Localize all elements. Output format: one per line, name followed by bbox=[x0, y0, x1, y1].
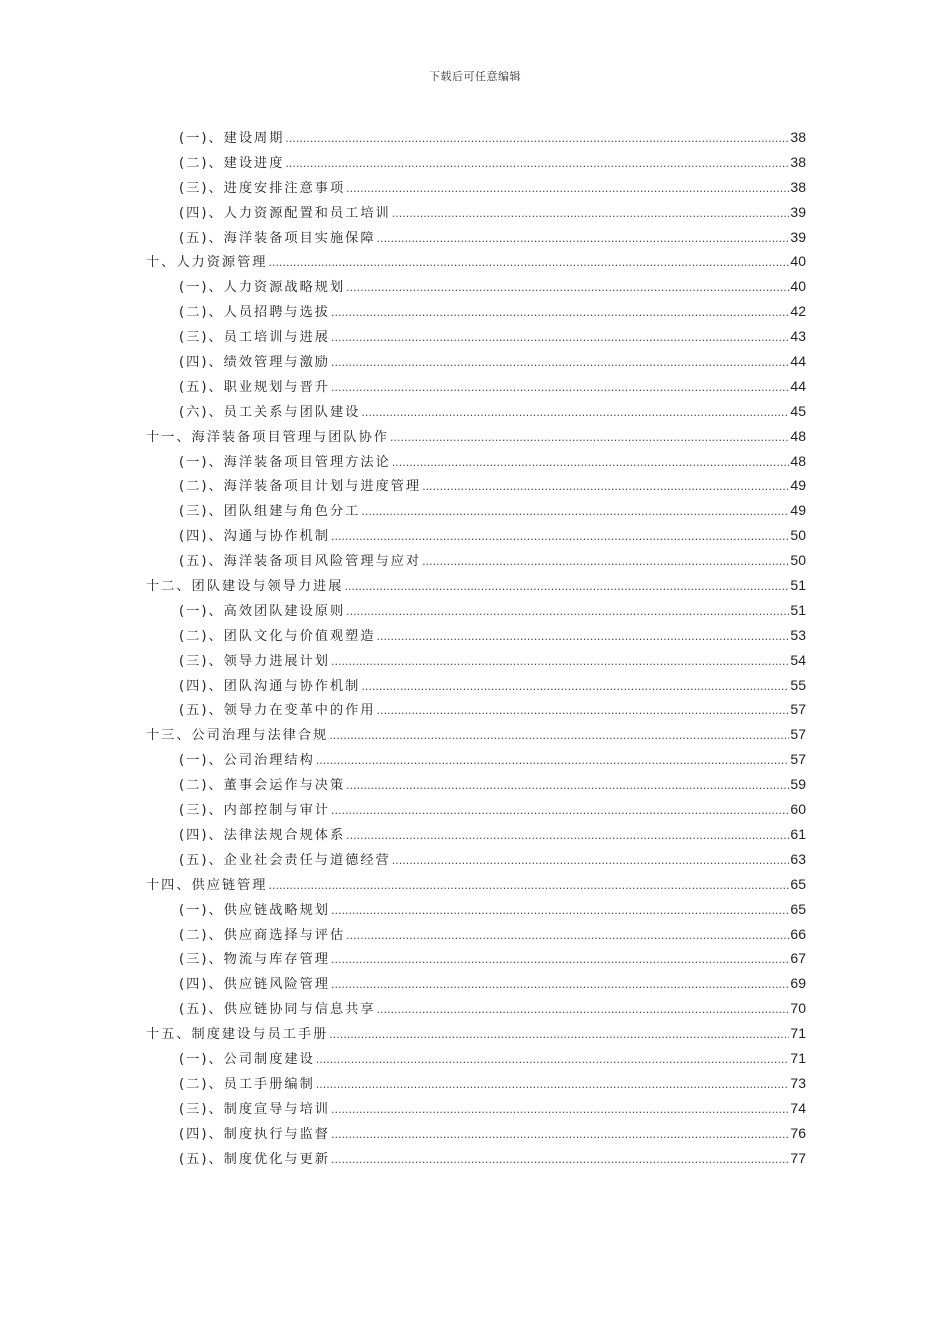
toc-section-entry[interactable] bbox=[146, 1096, 806, 1121]
toc-entry-title: (四)、绩效管理与激励 bbox=[179, 355, 330, 371]
toc-dot-leader bbox=[329, 1023, 789, 1048]
toc-entry-title: (五)、制度优化与更新 bbox=[179, 1151, 330, 1167]
toc-page-number: 55 bbox=[790, 676, 806, 693]
toc-page-number: 76 bbox=[790, 1124, 806, 1141]
toc-entry-title: (一)、高效团队建设原则 bbox=[179, 603, 346, 619]
toc-dot-leader bbox=[316, 1048, 790, 1073]
toc-page-number: 51 bbox=[790, 601, 806, 618]
toc-page-number: 65 bbox=[790, 875, 806, 892]
toc-dot-leader bbox=[346, 924, 789, 949]
toc-chapter-entry[interactable] bbox=[146, 1021, 806, 1046]
toc-entry-title: 十一、海洋装备项目管理与团队协作 bbox=[146, 429, 389, 445]
toc-dot-leader bbox=[346, 824, 789, 849]
toc-page-number: 63 bbox=[790, 850, 806, 867]
toc-dot-leader bbox=[331, 351, 789, 376]
toc-entry-title: (三)、制度宣导与培训 bbox=[179, 1101, 330, 1117]
toc-entry-title: (一)、建设周期 bbox=[179, 131, 285, 146]
toc-page-number: 60 bbox=[790, 801, 806, 818]
toc-dot-leader bbox=[392, 849, 790, 874]
toc-entry-title: (一)、海洋装备项目管理方法论 bbox=[179, 454, 391, 470]
toc-dot-leader bbox=[331, 301, 789, 326]
toc-dot-leader bbox=[331, 525, 789, 550]
toc-entry-title: (二)、团队文化与价值观塑造 bbox=[179, 628, 376, 644]
toc-entry-title: 十四、供应链管理 bbox=[146, 877, 268, 893]
toc-entry-title: (一)、供应链战略规划 bbox=[179, 902, 330, 918]
toc-section-entry[interactable] bbox=[146, 274, 806, 299]
toc-section-entry[interactable] bbox=[146, 1071, 806, 1096]
toc-section-entry[interactable] bbox=[146, 498, 806, 523]
toc-dot-leader bbox=[331, 948, 789, 973]
toc-section-entry[interactable] bbox=[146, 349, 806, 374]
toc-dot-leader bbox=[329, 724, 789, 749]
toc-section-entry[interactable] bbox=[146, 125, 806, 150]
toc-dot-leader bbox=[331, 376, 789, 401]
toc-dot-leader bbox=[346, 276, 789, 301]
toc-entry-title: (四)、制度执行与监督 bbox=[179, 1126, 330, 1142]
toc-section-entry[interactable] bbox=[146, 200, 806, 225]
toc-entry-title: (一)、公司制度建设 bbox=[179, 1051, 315, 1067]
toc-dot-leader bbox=[392, 451, 790, 476]
toc-page-number: 53 bbox=[790, 626, 806, 643]
toc-entry-title: (二)、董事会运作与决策 bbox=[179, 778, 346, 794]
toc-entry-title: (四)、人力资源配置和员工培训 bbox=[179, 205, 391, 221]
toc-section-entry[interactable] bbox=[146, 324, 806, 349]
toc-dot-leader bbox=[285, 127, 789, 152]
toc-dot-leader bbox=[269, 874, 790, 899]
toc-dot-leader bbox=[377, 699, 790, 724]
toc-page-number: 51 bbox=[790, 577, 806, 594]
toc-chapter-entry[interactable] bbox=[146, 722, 806, 747]
toc-entry-title: (五)、职业规划与晋升 bbox=[179, 379, 330, 395]
toc-section-entry[interactable] bbox=[146, 946, 806, 971]
toc-section-entry[interactable] bbox=[146, 697, 806, 722]
toc-entry-title: (五)、企业社会责任与道德经营 bbox=[179, 852, 391, 868]
toc-page-number: 67 bbox=[790, 950, 806, 967]
toc-entry-title: (二)、海洋装备项目计划与进度管理 bbox=[179, 479, 422, 495]
toc-page-number: 69 bbox=[790, 975, 806, 992]
toc-dot-leader bbox=[331, 1123, 789, 1148]
toc-page-number: 49 bbox=[790, 477, 806, 494]
toc-dot-leader bbox=[269, 251, 790, 276]
toc-page-number: 77 bbox=[790, 1149, 806, 1166]
toc-section-entry[interactable] bbox=[146, 996, 806, 1021]
toc-entry-title: (三)、物流与库存管理 bbox=[179, 952, 330, 968]
toc-page-number: 73 bbox=[790, 1074, 806, 1091]
toc-section-entry[interactable] bbox=[146, 797, 806, 822]
toc-dot-leader bbox=[344, 575, 789, 600]
toc-section-entry[interactable] bbox=[146, 548, 806, 573]
toc-section-entry[interactable] bbox=[146, 473, 806, 498]
toc-page-number: 54 bbox=[790, 651, 806, 668]
toc-dot-leader bbox=[392, 202, 790, 227]
toc-entry-title: (三)、员工培训与进展 bbox=[179, 330, 330, 346]
toc-dot-leader bbox=[361, 500, 789, 525]
toc-dot-leader bbox=[331, 326, 789, 351]
toc-dot-leader bbox=[422, 475, 789, 500]
toc-section-entry[interactable] bbox=[146, 175, 806, 200]
toc-entry-title: (五)、海洋装备项目实施保障 bbox=[179, 230, 376, 246]
toc-page-number: 71 bbox=[790, 1025, 806, 1042]
toc-page-number: 49 bbox=[790, 502, 806, 519]
toc-entry-title: (三)、团队组建与角色分工 bbox=[179, 504, 361, 520]
toc-entry-title: (五)、供应链协同与信息共享 bbox=[179, 1002, 376, 1018]
toc-page-number: 38 bbox=[790, 153, 806, 170]
toc-entry-title: (四)、团队沟通与协作机制 bbox=[179, 678, 361, 694]
toc-page-number: 44 bbox=[790, 353, 806, 370]
toc-section-entry[interactable] bbox=[146, 822, 806, 847]
toc-page-number: 70 bbox=[790, 1000, 806, 1017]
toc-entry-title: (一)、公司治理结构 bbox=[179, 753, 315, 769]
toc-entry-title: (二)、供应商选择与评估 bbox=[179, 927, 346, 943]
toc-page-number: 40 bbox=[790, 278, 806, 295]
toc-dot-leader bbox=[422, 550, 789, 575]
toc-section-entry[interactable] bbox=[146, 449, 806, 474]
toc-entry-title: 十三、公司治理与法律合规 bbox=[146, 728, 329, 744]
toc-entry-title: (三)、领导力进展计划 bbox=[179, 653, 330, 669]
toc-entry-title: 十五、制度建设与员工手册 bbox=[146, 1027, 329, 1043]
toc-page-number: 57 bbox=[790, 751, 806, 768]
toc-dot-leader bbox=[316, 1073, 790, 1098]
toc-dot-leader bbox=[331, 899, 789, 924]
page-header: 下载后可任意编辑 bbox=[429, 70, 521, 83]
toc-page-number: 40 bbox=[790, 253, 806, 270]
toc-page-number: 66 bbox=[790, 925, 806, 942]
toc-entry-title: (二)、员工手册编制 bbox=[179, 1076, 315, 1092]
toc-dot-leader bbox=[361, 401, 789, 426]
toc-dot-leader bbox=[390, 426, 789, 451]
toc-section-entry[interactable] bbox=[146, 1046, 806, 1071]
toc-section-entry[interactable] bbox=[146, 897, 806, 922]
toc-entry-title: 十二、团队建设与领导力进展 bbox=[146, 579, 344, 595]
toc-section-entry[interactable] bbox=[146, 772, 806, 797]
toc-section-entry[interactable] bbox=[146, 922, 806, 947]
toc-section-entry[interactable] bbox=[146, 673, 806, 698]
toc-section-entry[interactable] bbox=[146, 648, 806, 673]
toc-page-number: 57 bbox=[790, 701, 806, 718]
toc-chapter-entry[interactable] bbox=[146, 573, 806, 598]
toc-section-entry[interactable] bbox=[146, 847, 806, 872]
toc-page-number: 45 bbox=[790, 402, 806, 419]
toc-section-entry[interactable] bbox=[146, 598, 806, 623]
toc-dot-leader bbox=[346, 600, 789, 625]
toc-page-number: 44 bbox=[790, 377, 806, 394]
toc-dot-leader bbox=[377, 227, 790, 252]
toc-page-number: 65 bbox=[790, 900, 806, 917]
toc-entry-title: (三)、进度安排注意事项 bbox=[179, 180, 346, 196]
toc-entry-title: (四)、供应链风险管理 bbox=[179, 977, 330, 993]
toc-page-number: 48 bbox=[790, 452, 806, 469]
toc-dot-leader bbox=[331, 973, 789, 998]
toc-section-entry[interactable] bbox=[146, 225, 806, 250]
toc-page-number: 38 bbox=[790, 178, 806, 195]
toc-dot-leader bbox=[331, 799, 789, 824]
toc-entry-title: (二)、人员招聘与选拔 bbox=[179, 305, 330, 321]
toc-entry-title: (五)、领导力在变革中的作用 bbox=[179, 703, 376, 719]
toc-section-entry[interactable] bbox=[146, 1146, 806, 1171]
toc-section-entry[interactable] bbox=[146, 971, 806, 996]
toc-entry-title: (五)、海洋装备项目风险管理与应对 bbox=[179, 554, 422, 570]
toc-entry-title: (三)、内部控制与审计 bbox=[179, 803, 330, 819]
toc-section-entry[interactable] bbox=[146, 1121, 806, 1146]
toc-entry-title: (六)、员工关系与团队建设 bbox=[179, 404, 361, 420]
toc-page-number: 39 bbox=[790, 228, 806, 245]
toc-page-number: 50 bbox=[790, 527, 806, 544]
toc-page-number: 57 bbox=[790, 726, 806, 743]
table-of-contents bbox=[146, 125, 806, 1170]
toc-entry-title: (二)、建设进度 bbox=[179, 155, 285, 171]
toc-page-number: 59 bbox=[790, 776, 806, 793]
toc-entry-title: (一)、人力资源战略规划 bbox=[179, 280, 346, 296]
toc-dot-leader bbox=[346, 177, 789, 202]
toc-chapter-entry[interactable] bbox=[146, 249, 806, 274]
toc-section-entry[interactable] bbox=[146, 374, 806, 399]
toc-section-entry[interactable] bbox=[146, 523, 806, 548]
toc-dot-leader bbox=[331, 650, 789, 675]
toc-page-number: 48 bbox=[790, 427, 806, 444]
toc-dot-leader bbox=[285, 152, 789, 177]
toc-page-number: 38 bbox=[790, 129, 806, 145]
toc-entry-title: (四)、沟通与协作机制 bbox=[179, 529, 330, 545]
toc-page-number: 39 bbox=[790, 203, 806, 220]
toc-dot-leader bbox=[346, 774, 789, 799]
toc-section-entry[interactable] bbox=[146, 399, 806, 424]
toc-dot-leader bbox=[331, 1098, 789, 1123]
toc-entry-title: (四)、法律法规合规体系 bbox=[179, 827, 346, 843]
toc-section-entry[interactable] bbox=[146, 150, 806, 175]
toc-page-number: 43 bbox=[790, 328, 806, 345]
toc-dot-leader bbox=[361, 675, 789, 700]
toc-dot-leader bbox=[316, 749, 790, 774]
toc-dot-leader bbox=[331, 1148, 789, 1173]
toc-page-number: 71 bbox=[790, 1049, 806, 1066]
toc-entry-title: 十、人力资源管理 bbox=[146, 255, 268, 271]
toc-section-entry[interactable] bbox=[146, 299, 806, 324]
toc-section-entry[interactable] bbox=[146, 623, 806, 648]
toc-page-number: 61 bbox=[790, 825, 806, 842]
toc-page-number: 74 bbox=[790, 1099, 806, 1116]
toc-page-number: 42 bbox=[790, 303, 806, 320]
toc-dot-leader bbox=[377, 998, 790, 1023]
toc-page-number: 50 bbox=[790, 552, 806, 569]
toc-section-entry[interactable] bbox=[146, 747, 806, 772]
toc-chapter-entry[interactable] bbox=[146, 424, 806, 449]
toc-chapter-entry[interactable] bbox=[146, 872, 806, 897]
toc-dot-leader bbox=[377, 625, 790, 650]
